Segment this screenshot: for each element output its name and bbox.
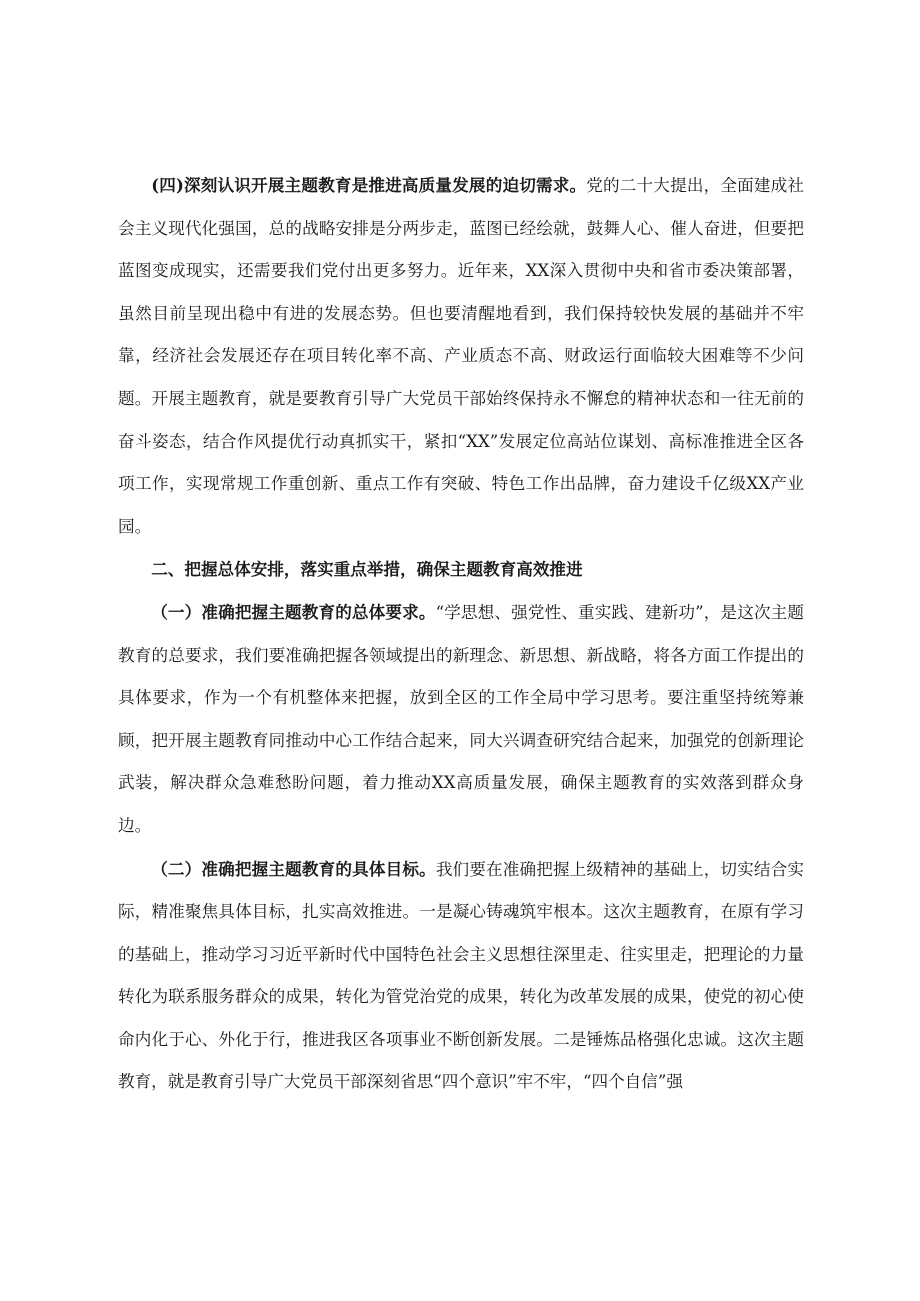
paragraph-4-lead: (四)深刻认识开展主题教育是推进高质量发展的迫切需求。 [151, 175, 587, 195]
paragraph-s2-body: 我们要在准确把握上级精神的基础上，切实结合实际，精准聚焦具体目标，扎实高效推进。一是凝心铸魂筑牢根本。这次主题教育，在原有学习的基础上，推动学习习近平新时代中国特色社会主义思想往深里走、往实里走，把理论的力量转化为联系服务群众的成果，转化为管党治党的成果，转化为改革发展的成果，使党的初心使命内化于心、外化于行，推进我区各项事业不断创新发展。二是锤炼品格强化忠诚。这次主题教育，就是教育引导广大党员干部深刻省思“四个意识”牢不牢，“四个自信”强 [118, 859, 804, 1092]
paragraph-s1-lead: （一）准确把握主题教育的总体要求。 [151, 601, 436, 622]
paragraph-s2-lead: （二）准确把握主题教育的具体目标。 [151, 858, 436, 879]
document-body [118, 164, 804, 1104]
paragraph-s1-body: “学思想、强党性、重实践、建新功”，是这次主题教育的总要求，我们要准确把握各领域提出的新理念、新思想、新战略，将各方面工作提出的具体要求，作为一个有机整体来把握，放到全区的工作全局中学习思考。要注重坚持统筹兼顾，把开展主题教育同推动中心工作结合起来，同大兴调查研究结合起来，加强党的创新理论武装，解决群众急难愁盼问题，着力推动XX高质量发展，确保主题教育的实效落到群众身边。 [118, 602, 805, 835]
paragraph-4-body: 党的二十大提出，全面建成社会主义现代化强国，总的战略安排是分两步走，蓝图已经绘就，鼓舞人心、催人奋进，但要把蓝图变成现实，还需要我们党付出更多努力。近年来，XX深入贯彻中央和省市委决策部署，虽然目前呈现出稳中有进的发展态势。但也要清醒地看到，我们保持较快发展的基础并不牢靠，经济社会发展还存在项目转化率不高、产业质态不高、财政运行面临较大困难等不少问题。开展主题教育，就是要教育引导广大党员干部始终保持永不懈怠的精神状态和一往无前的奋斗姿态，结合作风提优行动真抓实干，紧扣“XX”发展定位高站位谋划、高标准推进全区各项工作，实现常规工作重创新、重点工作有突破、特色工作出品牌，奋力建设千亿级XX产业园。 [118, 176, 804, 536]
paragraph-4 [118, 164, 804, 548]
section-2-heading: 二、把握总体安排，落实重点举措，确保主题教育高效推进 [151, 559, 583, 580]
paragraph-s2 [118, 848, 804, 1105]
paragraph-s1 [118, 591, 804, 848]
